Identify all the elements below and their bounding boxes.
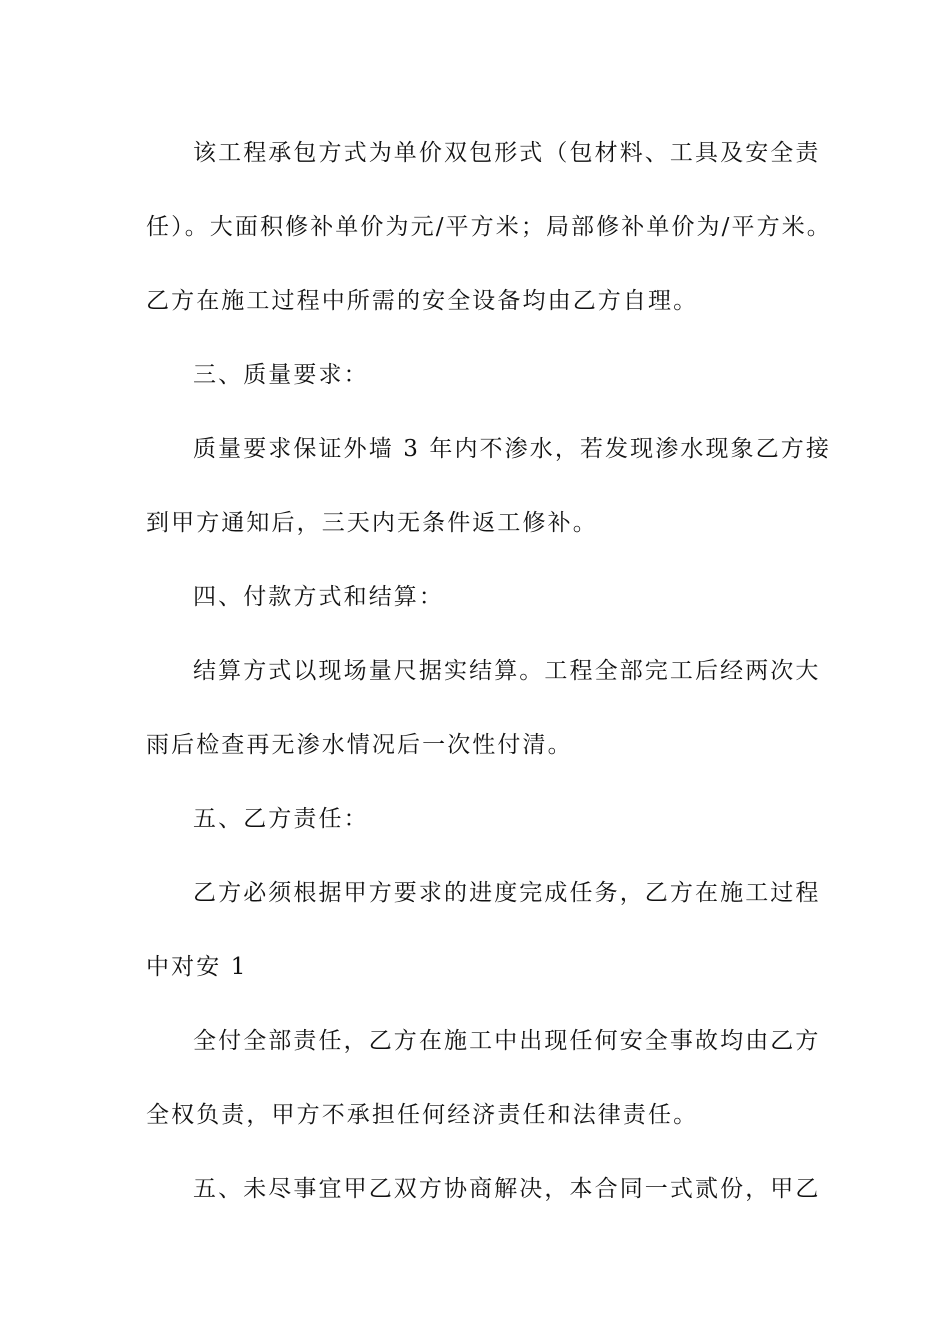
section-heading: 四、付款方式和结算：: [193, 584, 444, 610]
paragraph-line: 质量要求保证外墙 3 年内不渗水，若发现渗水现象乙方接: [193, 436, 831, 462]
paragraph-line: 五、未尽事宜甲乙双方协商解决，本合同一式贰份，甲乙: [193, 1176, 821, 1202]
paragraph-line: 任）。大面积修补单价为元/平方米；局部修补单价为/平方米。: [146, 214, 832, 240]
paragraph-line: 全付全部责任，乙方在施工中出现任何安全事故均由乙方: [193, 1028, 821, 1054]
section-heading: 五、乙方责任：: [193, 806, 369, 832]
paragraph-line-with-page-number: 中对安 1: [146, 954, 248, 980]
section-heading: 三、质量要求：: [193, 362, 369, 388]
paragraph-line: 乙方必须根据甲方要求的进度完成任务，乙方在施工过程: [193, 880, 821, 906]
paragraph-line: 结算方式以现场量尺据实结算。工程全部完工后经两次大: [193, 658, 821, 684]
paragraph-line: 到甲方通知后，三天内无条件返工修补。: [146, 510, 598, 536]
paragraph-line: 雨后检查再无渗水情况后一次性付清。: [146, 732, 573, 758]
paragraph-line: 该工程承包方式为单价双包形式（包材料、工具及安全责: [193, 140, 821, 166]
paragraph-line: 乙方在施工过程中所需的安全设备均由乙方自理。: [146, 288, 699, 314]
paragraph-line: 全权负责，甲方不承担任何经济责任和法律责任。: [146, 1102, 699, 1128]
